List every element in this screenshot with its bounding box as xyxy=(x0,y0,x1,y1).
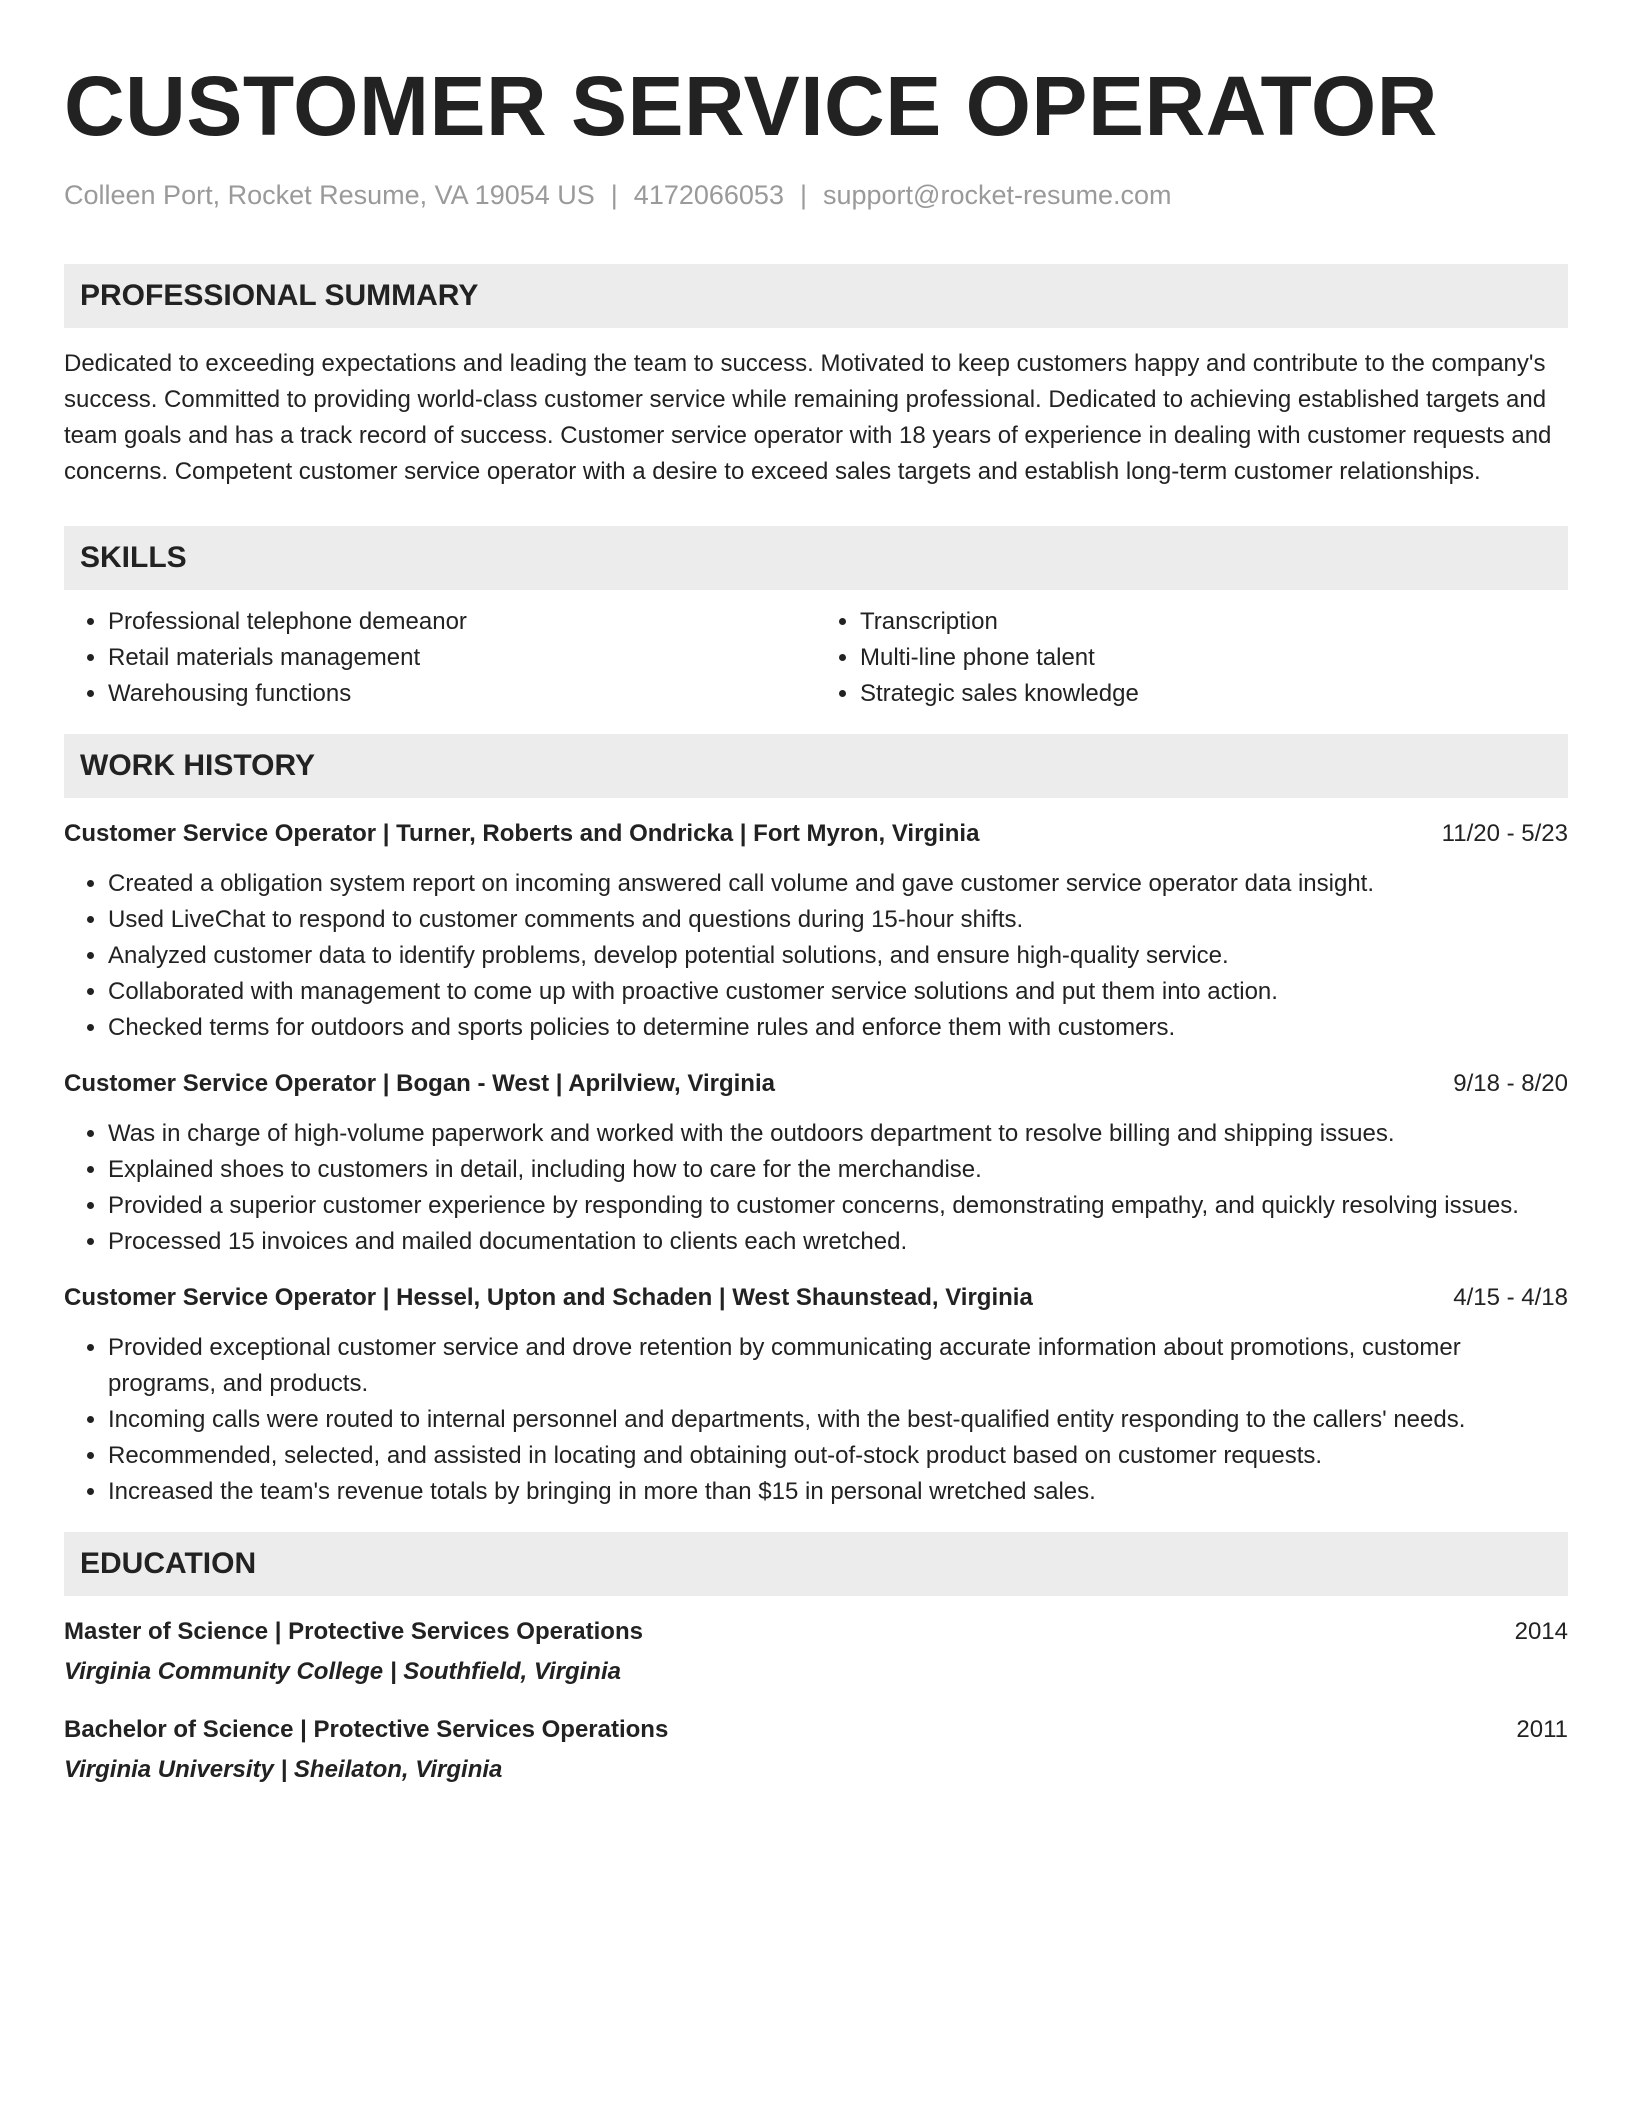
job-bullets xyxy=(64,866,1568,1046)
job-header xyxy=(64,816,1568,852)
job-title: Customer Service Operator | Turner, Roberts and Ondricka | Fort Myron, Virginia xyxy=(64,820,980,847)
contact-separator: | xyxy=(610,180,618,210)
job-entry xyxy=(64,1066,1568,1260)
education-degree: Bachelor of Science | Protective Services Operations xyxy=(64,1716,669,1743)
job-dates: 11/20 - 5/23 xyxy=(1441,820,1568,847)
job-bullets xyxy=(64,1330,1568,1510)
contact-address: Colleen Port, Rocket Resume, VA 19054 US xyxy=(64,180,595,210)
skill-item: • Warehousing functions xyxy=(108,676,816,712)
resume-name: CUSTOMER SERVICE OPERATOR xyxy=(64,59,1438,153)
education-header xyxy=(64,1712,1568,1748)
job-header xyxy=(64,1066,1568,1102)
contact-line xyxy=(64,178,1568,212)
job-bullet: • Used LiveChat to respond to customer comments and questions during 15-hour shifts. xyxy=(108,902,1568,938)
summary-text: Dedicated to exceeding expectations and leading the team to success. Motivated to keep customers happy and contribute to the company's success. Committed to providing world-class customer service while remaining professional. Dedicated to achieving established targets and team goals and has a track record of success. Customer service operator with 18 years of experience in dealing with customer requests and concerns. Competent customer service operator with a desire to exceed sales targets and establish long-term customer relationships. xyxy=(64,350,1552,485)
skill-item: • Strategic sales knowledge xyxy=(860,676,1568,712)
job-dates: 4/15 - 4/18 xyxy=(1453,1284,1568,1311)
skills-column-right xyxy=(816,604,1568,712)
job-entry xyxy=(64,816,1568,1046)
job-dates: 9/18 - 8/20 xyxy=(1453,1070,1568,1097)
contact-separator: | xyxy=(799,180,807,210)
education-degree: Master of Science | Protective Services Operations xyxy=(64,1618,643,1645)
job-bullet: • Recommended, selected, and assisted in locating and obtaining out-of-stock product based on customer requests. xyxy=(108,1438,1568,1474)
education-school: Virginia University | Sheilaton, Virginia xyxy=(64,1756,503,1783)
job-bullet: • Created a obligation system report on incoming answered call volume and gave customer service operator data insight. xyxy=(108,866,1568,902)
education-school: Virginia Community College | Southfield, Virginia xyxy=(64,1658,621,1685)
education-entry xyxy=(64,1614,1568,1690)
skill-item: • Retail materials management xyxy=(108,640,816,676)
job-bullet: • Provided a superior customer experience by responding to customer concerns, demonstrating empathy, and quickly resolving issues. xyxy=(108,1188,1568,1224)
job-bullet: • Explained shoes to customers in detail, including how to care for the merchandise. xyxy=(108,1152,1568,1188)
section-heading-summary: PROFESSIONAL SUMMARY xyxy=(64,264,1568,328)
job-header xyxy=(64,1280,1568,1316)
job-bullet: • Checked terms for outdoors and sports policies to determine rules and enforce them with customers. xyxy=(108,1010,1568,1046)
skill-item: • Professional telephone demeanor xyxy=(108,604,816,640)
job-entry xyxy=(64,1280,1568,1510)
skills-column-left xyxy=(64,604,816,712)
job-bullets xyxy=(64,1116,1568,1260)
job-bullet: • Was in charge of high-volume paperwork and worked with the outdoors department to resolve billing and shipping issues. xyxy=(108,1116,1568,1152)
education-year: 2011 xyxy=(1516,1716,1568,1743)
section-heading-skills: SKILLS xyxy=(64,526,1568,590)
job-title: Customer Service Operator | Hessel, Upton and Schaden | West Shaunstead, Virginia xyxy=(64,1284,1033,1311)
skill-item: • Multi-line phone talent xyxy=(860,640,1568,676)
education-header xyxy=(64,1614,1568,1650)
job-title: Customer Service Operator | Bogan - West | Aprilview, Virginia xyxy=(64,1070,775,1097)
job-bullet: • Incoming calls were routed to internal personnel and departments, with the best-qualified entity responding to the callers' needs. xyxy=(108,1402,1568,1438)
job-bullet: • Analyzed customer data to identify problems, develop potential solutions, and ensure high-quality service. xyxy=(108,938,1568,974)
section-heading-work-history: WORK HISTORY xyxy=(64,734,1568,798)
contact-phone: 4172066053 xyxy=(633,180,784,210)
education-year: 2014 xyxy=(1514,1618,1568,1645)
skill-item: • Transcription xyxy=(860,604,1568,640)
job-bullet: • Processed 15 invoices and mailed documentation to clients each wretched. xyxy=(108,1224,1568,1260)
skills-list xyxy=(64,604,1568,712)
job-bullet: • Collaborated with management to come up with proactive customer service solutions and put them into action. xyxy=(108,974,1568,1010)
job-bullet: • Provided exceptional customer service and drove retention by communicating accurate information about promotions, customer programs, and products. xyxy=(108,1330,1568,1402)
education-entry xyxy=(64,1712,1568,1788)
job-bullet: • Increased the team's revenue totals by bringing in more than $15 in personal wretched sales. xyxy=(108,1474,1568,1510)
contact-email: support@rocket-resume.com xyxy=(822,180,1172,210)
section-heading-education: EDUCATION xyxy=(64,1532,1568,1596)
